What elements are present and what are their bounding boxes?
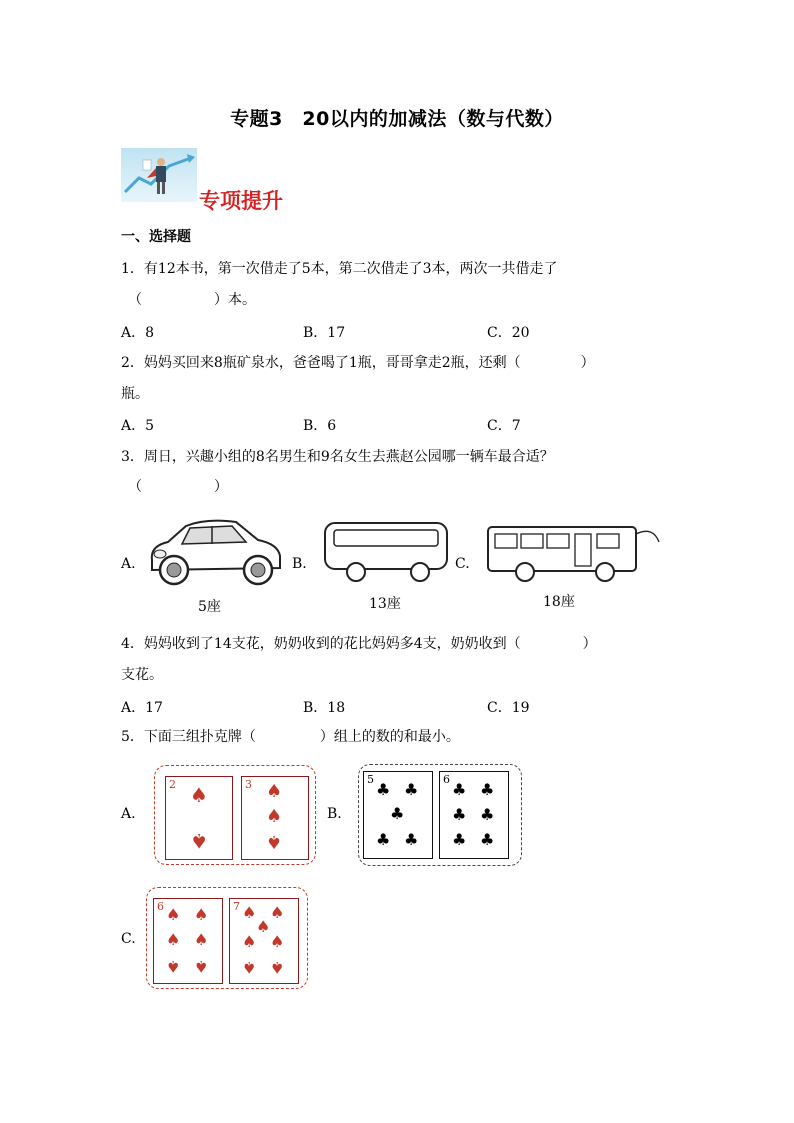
spade-icon: ♠ — [266, 781, 283, 802]
question-4-option-c[interactable]: C．19 — [487, 700, 530, 716]
bus-18-seat-image[interactable] — [485, 524, 661, 588]
question-1-option-c[interactable]: C．20 — [487, 325, 530, 341]
card-rank: 3 — [245, 778, 252, 791]
club-icon: ♣ — [480, 830, 495, 849]
question-2-option-c[interactable]: C．7 — [487, 418, 521, 434]
paren-open: （ — [128, 292, 142, 308]
spade-icon: ♠ — [190, 783, 208, 807]
spade-icon: ♠ — [266, 806, 283, 827]
club-icon: ♣ — [480, 780, 495, 799]
question-3-option-a[interactable]: A. — [121, 556, 136, 572]
playing-card-3-spades — [241, 776, 309, 860]
card-rank: 6 — [157, 900, 164, 913]
page-title: 专题3 20以内的加减法（数与代数） — [230, 108, 564, 130]
club-icon: ♣ — [452, 830, 467, 849]
question-2-option-a[interactable]: A．5 — [121, 418, 155, 434]
paren-close: ） — [214, 479, 228, 495]
card-rank: 7 — [233, 900, 240, 913]
spade-icon: ♠ — [194, 930, 209, 949]
spade-icon: ♠ — [166, 930, 181, 949]
question-5-line1a: 5．下面三组扑克牌（ — [121, 729, 256, 745]
question-1-option-a[interactable]: A．8 — [121, 325, 155, 341]
bus-large-caption: 18座 — [543, 594, 575, 610]
club-icon: ♣ — [404, 830, 419, 849]
question-4-option-a[interactable]: A．17 — [121, 700, 163, 716]
question-4-line1: 4．妈妈收到了14支花，奶奶收到的花比妈妈多4支，奶奶收到（ — [121, 636, 521, 652]
spade-icon: ♠ — [194, 957, 209, 976]
spade-icon: ♠ — [166, 957, 181, 976]
club-icon: ♣ — [480, 805, 495, 824]
paren-close: ）本。 — [214, 292, 256, 308]
question-3-text: 3．周日，兴趣小组的8名男生和9名女生去燕赵公园哪一辆车最合适？ — [121, 449, 554, 465]
playing-card-7-spades — [229, 898, 299, 984]
spade-icon: ♠ — [270, 903, 285, 922]
banner-heading: 专项提升 — [199, 188, 283, 213]
question-5-line1b: ）组上的数的和最小。 — [319, 729, 460, 745]
question-5-option-c[interactable]: C. — [121, 931, 136, 947]
bus-caption: 13座 — [369, 596, 401, 612]
club-icon: ♣ — [376, 830, 391, 849]
spade-icon: ♠ — [194, 905, 209, 924]
section-heading: 一、选择题 — [121, 229, 191, 245]
spade-icon: ♠ — [242, 958, 257, 977]
spade-icon: ♠ — [242, 932, 257, 951]
spade-icon: ♠ — [256, 917, 271, 936]
card-rank: 5 — [367, 773, 374, 786]
question-1-text: 1．有12本书，第一次借走了5本，第二次借走了3本，两次一共借走了 — [121, 261, 558, 277]
paren-open: （ — [128, 479, 142, 495]
question-2-text — [121, 353, 681, 373]
club-icon: ♣ — [404, 780, 419, 799]
question-1-option-b[interactable]: B．17 — [303, 325, 346, 341]
question-2-line1: 2．妈妈买回来8瓶矿泉水，爸爸喝了1瓶，哥哥拿走2瓶，还剩（ — [121, 355, 521, 371]
card-group-c[interactable] — [146, 887, 308, 989]
paren-close: ） — [580, 355, 595, 371]
spade-icon: ♠ — [270, 958, 285, 977]
question-3-blank — [128, 477, 688, 497]
playing-card-6-clubs — [439, 771, 509, 859]
card-group-b[interactable] — [358, 764, 522, 866]
spade-icon: ♠ — [166, 905, 181, 924]
question-5-option-b[interactable]: B. — [327, 806, 342, 822]
question-5-text — [121, 727, 681, 747]
spade-icon: ♠ — [242, 903, 257, 922]
bus-13-seat-image[interactable] — [322, 520, 450, 590]
question-5-option-a[interactable]: A. — [121, 806, 136, 822]
car-caption: 5座 — [198, 599, 221, 615]
playing-card-6-spades — [153, 898, 223, 984]
question-2-option-b[interactable]: B．6 — [303, 418, 337, 434]
club-icon: ♣ — [390, 804, 405, 823]
club-icon: ♣ — [376, 780, 391, 799]
paren-close: ） — [582, 636, 597, 652]
card-rank: 2 — [169, 778, 176, 791]
question-4-line2: 支花。 — [121, 667, 163, 683]
playing-card-5-clubs — [363, 771, 433, 859]
spade-icon: ♠ — [270, 932, 285, 951]
card-group-a[interactable] — [154, 765, 316, 865]
question-2-line2: 瓶。 — [121, 386, 149, 402]
spade-icon: ♠ — [266, 831, 283, 852]
car-5-seat-image[interactable] — [146, 514, 286, 594]
club-icon: ♣ — [452, 805, 467, 824]
club-icon: ♣ — [452, 780, 467, 799]
question-4-text — [121, 634, 681, 654]
question-1-blank — [128, 290, 688, 310]
banner-image — [121, 148, 197, 202]
card-rank: 6 — [443, 773, 450, 786]
playing-card-2-spades — [165, 776, 233, 860]
question-3-option-b[interactable]: B. — [292, 556, 307, 572]
question-4-option-b[interactable]: B．18 — [303, 700, 346, 716]
spade-icon: ♠ — [190, 829, 208, 853]
question-3-option-c[interactable]: C. — [455, 556, 470, 572]
